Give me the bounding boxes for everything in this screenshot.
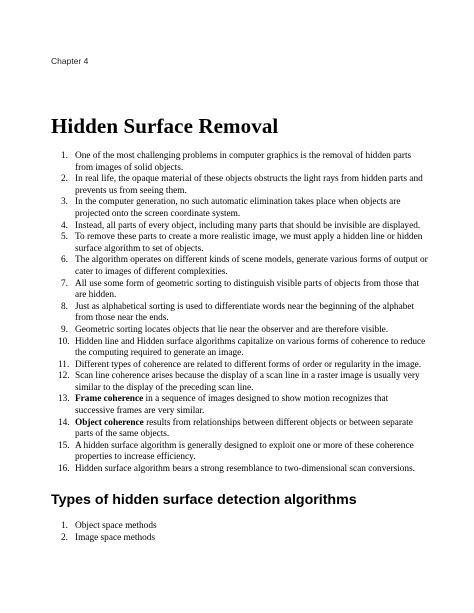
list-item-text: results from relationships between different objects or between separate parts of the same objects. [75,417,413,440]
list-item-number: 8. [61,301,68,312]
page-title: Hidden Surface Removal [51,114,279,138]
list-item-number: 1. [61,521,68,531]
list-item [51,360,429,372]
list-item-number: 2. [61,532,68,543]
list-item-number: 2. [61,174,68,185]
list-item-number: 12. [58,371,70,382]
list-item [51,232,429,255]
list-item-text: One of the most challenging problems in computer graphics is the removal of hidden parts from images of solid objects. [75,151,412,173]
list-item-number: 4. [61,220,68,231]
list-item-text: Hidden surface algorithm bears a strong resemblance to two-dimensional scan conversions. [75,464,416,475]
list-item [51,151,429,174]
list-item-bold-term: Frame coherence [75,394,144,405]
list-item-text: in a sequence of images designed to show motion recognizes that successive frames are very similar. [75,394,389,417]
list-item-text: Just as alphabetical sorting is used to differentiate words near the beginning of the alphabet from those near the ends. [75,301,415,324]
list-item-number: 10. [58,336,70,347]
list-item-number: 6. [61,255,68,266]
list-item [51,521,429,533]
list-item [51,441,429,464]
list-item [51,394,429,417]
list-item [51,533,429,545]
section-title: Types of hidden surface detection algorithms [51,492,357,508]
list-item-bold-term: Object coherence [75,417,144,428]
list-item [51,464,429,476]
list-item-text: Object space methods [75,521,157,531]
list-item-number: 9. [61,324,68,335]
list-item [51,302,429,325]
list-item-text: To remove these parts to create a more realistic image, we must apply a hidden line or hidden surface algorithm to set of objects. [75,232,423,254]
list-item-number: 5. [61,232,68,243]
list-item-number: 3. [61,197,68,208]
list-item [51,418,429,441]
list-item-text: Image space methods [75,532,156,543]
list-item-text: Geometric sorting locates objects that lie near the observer and are therefore visible. [75,324,389,335]
list-item-number: 14. [58,417,70,428]
list-item-number: 1. [61,151,68,161]
list-item-text: The algorithm operates on different kinds of scene models, generate various forms of output or cater to images of different complexities. [75,255,428,277]
list-item-text: Scan line coherence arises because the display of a scan line in a raster image is usually very similar to the display of the preceding scan line. [75,371,420,393]
list-item [51,371,429,394]
list-item-number: 11. [58,359,70,370]
list-item-text: A hidden surface algorithm is generally designed to exploit one or more of these coherence properties to increase efficiency. [75,440,414,463]
list-item-text: In the computer generation, no such automatic elimination takes place when objects are projected onto the screen coordinate system. [75,197,401,219]
list-item-text: In real life, the opaque material of these objects obstructs the light rays from hidden parts and prevents us from seeing them. [75,174,423,196]
list-item [51,221,429,233]
list-item [51,255,429,278]
algorithm-types-list [51,521,429,544]
list-item-text: Instead, all parts of every object, including many parts that should be invisible are displayed. [75,220,421,231]
list-item [51,197,429,220]
list-item [51,174,429,197]
list-item [51,337,429,360]
list-item-number: 7. [61,278,68,289]
list-item-text: All use some form of geometric sorting to distinguish visible parts of objects from those that are hidden. [75,278,420,301]
list-item-number: 13. [58,394,70,405]
list-item-text: Hidden line and Hidden surface algorithms capitalize on various forms of coherence to reduce the computing required to generate an image. [75,336,426,359]
list-item [51,279,429,302]
list-item [51,325,429,337]
list-item-number: 15. [58,440,70,451]
main-point-list [51,151,429,476]
list-item-number: 16. [58,464,70,475]
list-item-text: Different types of coherence are related to different forms of order or regularity in the image. [75,359,422,370]
chapter-header: Chapter 4 [51,56,89,66]
